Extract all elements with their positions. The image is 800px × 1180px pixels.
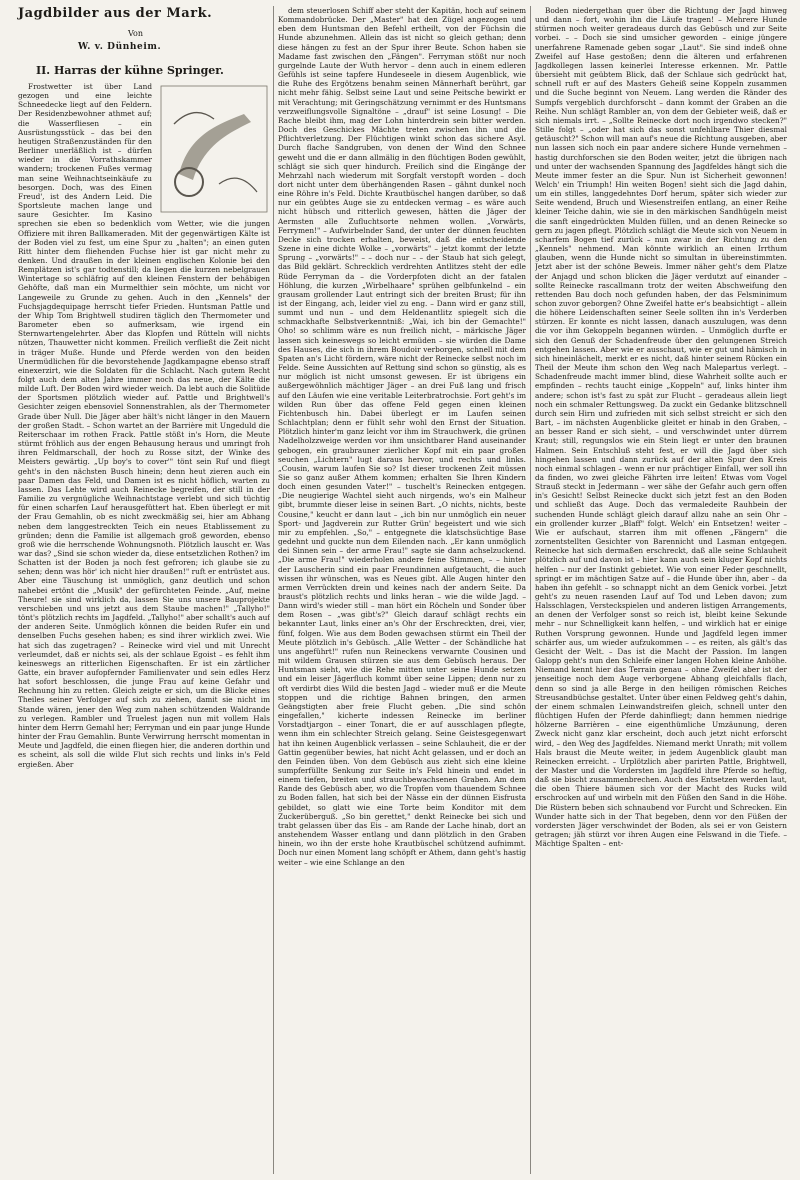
article-header [18,6,288,77]
author-name: W. v. Dünheim. [78,42,162,52]
column-1-text: Frostwetter ist über Land gezogen und eine leichte Schneedecke liegt auf den Feldern. Der Residenzbewohner athmet auf; die Wasserfliesen – ein Ausrüstungsstück – das bei den heutigen Straßenzuständen für den Berliner unerläßlich ist – dürfen wieder in die Vorrathskammer wandern; trockenen Fußes vermag man seine Weihnachtseinkäufe zu besorgen. Doch, was des Einen Freud', ist des Andern Leid. Die Sportsleute machen lange und saure Gesichter. Im Kasino sprechen sie eben so bedenklich vom Wetter, wie die jungen Offiziere mit ihren Ballkameraden. Mit der gegenwärtigen Kälte ist der Boden viel zu fest, um eine Spur zu „halten"; an einen guten Ritt hinter dem fliehenden Fuchse hier ist gar nicht mehr zu denken. Und draußen in der kleinen englischen Kolonie bei den Remplätzen ist's gar todtenstill; da liegen die kurzen nebelgrauen Wintertage so schläfrig auf den kleinen Fenstern der behäbigen Gehöfte, daß man ein Murmelthier sein möchte, um nicht vor Langeweile zu Grunde zu gehen. Auch in den „Kennels" der Fuchsjagdequipage herrscht tiefer Frieden. Huntsman Pattle und der Whip Tom Brightwell studiren täglich den Thermometer und Barometer eben so aufmerksam, wie irgend ein Sternwartengelehrter. Aber das Klopfen und Rütteln will nichts nützen, Thauwetter nicht kommen. Freilich verfließt die Zeit nicht in träger Muße. Hunde und Pferde werden von den beiden Unermüdlichen für die bevorstehende Jagdkampagne ebenso straff einexerzirt, wie die Soldaten für die Schlacht. Nach gutem Recht folgt auch dem alten Jahre immer noch das neue, der Kälte die milde Luft. Der Boden wird wieder weich. Da lebt auch die Solitüde der Sportsmen plötzlich wieder auf. Pattle und Brightwell's Gesichter zeigen ebensoviel Sonnenstrahlen, als der Thermometer Grade über Null. Die Jäger aber hält's nicht länger in den Mauern der großen Stadt. – Schon wartet an der Barrière mit Ungeduld die Reiterschaar im rothen Frack. Pattle stößt in's Horn, die Meute stürmt fröhlich aus der engen Behausung heraus und umringt froh ihren Feldmarschall, der hoch zu Rosse sitzt, der Winke des Meisters gewärtig. „Up boy's to cover'" tönt sein Ruf und fliegt geht's in den nächsten Busch hinein; denn heut zieren auch ein paar Damen das Feld, und Damen ist es nicht höflich, warten zu lassen. Das Lehte wird auch Reinecke begreifen, der still in der Familie zu vergnügliche Weihnachtstage verlebt und sich tüchtig für einen scharfen Lauf herausgefüttert hat. Eben überlegt er mit der Frau Gemahlin, ob es nicht zweckmäßig sei, hier am Abhang neben dem langgestreckten Teich ein neues Etablissement zu gründen; denn die Familie ist allgemach groß geworden, ebenso groß wie die herrschende Wohnungsnoth. Plötzlich lauscht er. Was war das? „Sind sie schon wieder da, diese entsetzlichen Rothen? im Schatten ist der Boden ja noch fest gefroren; ich glaube sie zu sehen; denn was hör' ich nicht hier draußen!" ruft er entrüstet aus. Aber eine Täuschung ist unmöglich, ganz deutlich und schon nahebei ertönt die „Musik" der gefürchteten Feinde. „Auf, meine Theure! sie sind wirklich da, lassen Sie uns unsere Bauprojekte verschieben und uns jetzt aus dem Staube machen!" „Tallyho!" tönt's plötzlich rechts im Jagdfeld. „Tallyho!" aber schallt's auch auf der anderen Seite. Unmöglich können die beiden Rufer ein und denselben Fuchs gesehen haben; es sind ihrer wirklich zwei. Wie hat sich das zugetragen? – Reinecke wird viel und mit Unrecht verleumdet, daß er nichts sei, als der schlaue Egoist – es fehlt ihm keineswegs an ritterlichen Eigenschaften. Er ist ein zärtlicher Gatte, ein braver aufopfernder Familienvater und sein edles Herz hat sofort beschlossen, die junge Frau auf keine Gefahr und Rechnung hin zu retten. Gleich zeigte er sich, um die Blicke eines Theiles seiner Verfolger auf sich zu ziehen, damit sie nicht im Stande wären, jener den Weg zum nahen schützenden Waldrande zu verlegen. Rambler und Truelest jagen nun mit vollem Hals hinter dem Herrn Gemahl her; Ferryman und ein paar junge Hunde hinter der Frau Gemahlin. Bunte Verwirrung herrscht momentan in Meute und Jagdfeld, die einen fliegen hier, die anderen dorthin und es scheint, als soll die wilde Flut sich rechts und links in's Feld ergießen. Aber [18,82,270,769]
text-column-1 [18,82,270,1174]
column-3-text: Boden niedergethan quer über die Richtung der Jagd hinweg und dann – fort, wohin ihn die Läufe tragen! – Mehrere Hunde stürmen noch weiter geradeaus durch das Gebüsch und zur Seite vorbei. – – Doch sie sind umsicher geworden – einige jüngere unerfahrene Ramenade geben sogar „Laut". Sie sind indeß ohne Zweifel auf Hase gestoßen; denn die älteren und erfahrenen Jagdkollegen lassen keinerlei Interesse erkennen. Mr. Pattle übersieht mit geübtem Blick, daß der Schlaue sich gedrückt hat, schnell ruft er auf des Masters Geheiß seine Koppeln zusammen und die Suche beginnt von Neuem. Lang werden die Ränder des Sumpfs vergeblich durchforscht – dann kommt der Graben an die Reihe. Nun schlägt Rambler an, von dem der Gebieter weiß, daß er sich niemals irrt. – „Sollte Reinecke dort noch irgendwo stecken?" Stille folgt – „oder hat sich das sonst unfehlbare Thier diesmal getäuscht?" Schon will man auf's neue die Richtung ausgeben, aber nun lassen sich noch ein paar andere sichere Hunde vernehmen – hastig durchforschen sie den Boden weiter, jetzt die übrigen nach und unter der wachsenden Spannung des Jagdfeldes hängt sich die Meute immer fester an die Spur. Nun ist Sicherheit gewonnen! Welch' ein Triumph! Hin weiten Bogen! sieht sich die Jagd dahin, um ein stilles, langgedehntes Dorf herum, später sich wieder zur Seite wendend, Bruch und Wiesenstreifen entlang, an einer Reihe kleiner Teiche dahin, wie sie in den märkischen Sandhügeln meist die sanft eingedrückten Mulden füllen, und an denen Reinecke so gern zu jagen pflegt. Plötzlich schlägt die Meute sich von Neuem in scharfem Bogen tief zurück – nun zwar in der Richtung zu den „Kennels" nehmend. Man könnte wirklich an einen Irrthum glauben, wenn die Hunde nicht so simultan in übereinstimmten. Jetzt aber ist der schöne Beweis. Immer näher geht's dem Platze der Anjagd und schon blicken die Jäger verdutzt auf einander – sollte Reinecke rascallmann trotz der weiten Abschweifung den rettenden Bau doch noch gefunden haben, der das Felsminimum schon zuvor geborgen? Ohne Zweifel hatte er's beabsichtigt – allein die höhere Leidenschaften seiner Seele sollten ihn in's Verderben stürzen. Er konnte es nicht lassen, danach auszulugen, was denn die vor ihm Gekoppeln begannen würden. – Unmöglich durfte er sich den Genuß der Schadenfreude über den gelungenen Streich entgehen lassen. Aber wie er ausschaut, wie er gut und hämisch in sich hineinlächelt, merkt er es nicht, daß hinter seinem Rücken ein Theil der Meute ihm schon den Weg nach Malepartus verlegt. – Schadenfreude macht immer blind, diese Wahrheit sollte auch er empfinden – rechts taucht einige „Koppeln" auf, links hinter ihm andere; schon ist's fast zu spät zur Flucht – geradeaus allein liegt noch ein schmaler Rettungsweg. Da zuckt ein Gedanke blitzschnell durch sein Hirn und zufrieden mit sich selbst streicht er sich den Bart, – im nächsten Augenblicke gleitet er hinab in den Graben, – an besser Rand er sich sieht, – und verschwindet unter dürrem Kraut; still, regungslos wie ein Stein liegt er unter den braunen Halmen. Sein Entschluß steht fest, er will die Jagd über sich hingehen lassen und dann zurück auf der alten Spur den Kreis noch einmal schlagen – wenn er nur prächtiger Einfall, wer soll ihn da finden, wo zwei gleiche Fährten irre leiten! Etwas vom Vogel Strauß steckt in Jedermann – wer sähe der Gefahr auch gern offen in's Gesicht! Selbst Reinecke duckt sich jetzt fest an den Boden und schließt das Auge. Doch das vermaledeite Rauhbein der suchenden Hunde schlägt gleich darauf allzu nahe an sein Ohr – ein grollender kurzer „Blaff" folgt. Welch' ein Entsetzen! weiter – Wie er aufschaut, starren ihm mit offenen „Fängern" die zornentstellten Gesichter von Barennicht und Lasman entgegen. Reinecke hat sich dermaßen erschreckt, daß alle seine Schlauheit plötzlich auf und davon ist – hier kann auch sein kluger Kopf nichts helfen – nur der Instinkt gebietet. Wie von einer Feder geschnellt, springt er im mächtigen Satze auf – die Hunde über ihn, aber – da haben ihn gefehlt – so schnappt nicht an dem Genick vorbei. Jetzt geht's zu neuen rasenden Lauf auf Tod und Leben davon; zum Halsschlagen, Versteckspielen und anderen listigen Arrangements, an denen der Verfolger sonst so reich ist, bleibt keine Sekunde mehr – nur Schnelligkeit kann helfen, – und wirklich hat er einige Ruthen Vorsprung gewonnen. Hunde und Jagdfeld legen immer schärfer aus, um wieder aufzukommen – – es reiten, als gält's das Gesicht der Welt. – Das ist die Macht der Passion. Im langen Galopp geht's nun den Schleife einer langen Hohen kleine Anhöhe. Niemand kennt hier das Terrain genau – ohne Zweifel aber ist der jenseitige noch dem Auge verborgene Abhang gleichfalls flach, denn so sind ja alle Berge in den heiligen römischen Reiches Streusandbüchse gestaltet. Unter über einen Feldweg geht's dahin, der einem schmalen Leinwandstreifen gleich, schnell unter den flüchtigen Hufen der Pferde dahinfliegt; dann hemmen niedrige hölzerne Barrièren – eine eigenthümliche Umzäunung, deren Zweck nicht ganz klar erscheint, doch auch jetzt nicht erforscht wird, – den Weg des Jagdfeldes. Niemand merkt Unrath; mit vollem Hals braust die Meute weiter, in jedem Augenblick glaubt man Reinecken erreicht. – Urplötzlich aber parirten Pattle, Brightwell, der Master und die Vordersten im Jagdfeld ihre Pferde so heftig, daß sie bischt zusammenbrechen. Auch des Entsetzen werden laut, die oben Thiere bäumen sich vor der Macht des Rucks wild erschrocken auf und wirbeln mit den Füßen den Sand in die Höhe. Die Rüstern beben sich schnaubend vor Furcht und Schrecken. Ein Wunder hatte sich in der That begeben, denn vor den Füßen der vordersten Jäger verschwindet der Boden, als sei er von Geistern getragen; jäh stürzt vor ihren Augen eine Felswand in die Tiefe. – Mächtige Spalten – ent- [535,6,787,849]
article-title: Jagdbilder aus der Mark. [18,6,213,21]
column-rule-2 [530,6,531,1174]
column-rule-1 [273,6,274,1174]
hunting-horn-icon [159,84,269,214]
text-column-3 [535,6,787,1174]
text-column-2 [278,6,526,1174]
section-heading: II. Harras der kühne Springer. [36,64,224,77]
column-2-text: dem steuerlosen Schiff aber steht der Kapitän, hoch auf seinem Kommandobrücke. Der „Master" hat den Zügel angezogen und eben dem Huntsman den Befehl ertheilt, von der Füchsin die Hunde abzunehmen. Allein das ist nicht so gleich gethan; denn diese hängen zu fest an der Spur ihrer Beute. Schon haben sie Madame fast zwischen den „Fängen". Ferryman stößt nur noch gurgelnde Laute der Wuth hervor – denn auch in einem edleren Gefühls ist seine tapfere Hundeseele in diesem Augenblick, wie die Ruhe des Ergötzens benahm seinen Männerhaft berührt, gar nicht mehr fähig. Selbst seine Laut und seine Peitsche bewirkt er mit Verachtung; mit Geringschätzung vernimmt er des Huntsmans verzweiflungsvolle Signaltöne – „drauf" ist seine Losung! – Die Rache bleibt ihm, mag der Lohn hinterdrein sein bitter werden. Doch des Geschickes Mächte treten zwischen ihn und die Pflichtverletzung. Der Flüchtigen winkt schon das sichere Asyl. Durch flache Sandgruben, von denen der Wind den Schnee geweht und die er dann allmälig in den flüchtigen Boden gewühlt, schlägt sie sich quer hindurch. Freilich sind die Eingänge der Mehrzahl nach wiederum mit Sorgfalt verstopft worden – doch dort nicht unter dem überhängenden Rasen – gähnt dunkel noch eine Röhre in's Feld. Dichte Krautbüschel hangen darüber, so daß nur ein geübtes Auge sie zu entdecken vermag – es wäre auch nicht hübsch und ritterlich gewesen, hätten die Jäger der Aermsten alle Zufluchtsorte nehmen wollen. „Vorwärts, Ferrymen!" – Aufwirbelnder Sand, der unter der dünnen feuchten Decke sich trocken erhalten, beweist, daß die entscheidende Szene in eine dichte Wolke – „vorwärts" – jetzt kommt der letzte Sprung – „vorwärts!" – – doch nur – – der Staub hat sich gelegt, das Bild geklärt. Schrecklich verdrehten Antlitzes steht der edle Rüde Ferryman da – die Vorderpfoten dicht an der fatalen Höhlung, die kurzen „Wirbelhaare" sprühen gelbfunkelnd – ein grausam grollender Laut entringt sich der breiten Brust; für ihn ist der Eingang, ach, leider viel zu eng. – Dann wird er ganz still, summt und nun – und dem Heldenantlitz spiegelt sich die schmackhafte Selbstverkenntniß: „Wai, ich bin der Gemachte!" Oho! so schlimm wäre es nun freilich nicht, – märkische Jäger lassen sich keineswegs so leicht ermüden – sie würden die Dame des Hauses, die sich in ihrem Boudoir verborgen, schnell mit dem Spaten an's Licht fördern, wäre nicht der Reinecke selbst noch im Felde. Seine Aussichten auf Rettung sind schon so günstig, als es nur möglich ist nicht umsonst gewesen. Er ist übrigens ein außergewöhnlich mächtiger Jäger – an drei Fuß lang und frisch auf den Läufen wie eine veritable Leiterbratrochsie. Fort geht's im wilden Run über das offene Feld gegen einen kleinen Fichtenbusch hin. Dabei überlegt er im Laufen seinen Schlachtplan; denn er fühlt sehr wohl den Ernst der Situation. Plötzlich hinter'm ganz leicht vor ihm im Strauchwerk, die grünen Nadelholzzweige werden vor ihm unsichtbarer Hand auseinander gebogen, ein graubrauner zierlicher Kopf mit ein paar großen seuchen „Lichtern" lugt daraus hervor, und rechts und links. „Cousin, warum laufen Sie so? Ist dieser trockenen Zeit müssen Sie so ganz außer Athem kommen; erhalten Sie Ihren Kindern doch einen gesunden Vater!" – tuschelt's Reinecken entgegen. „Die neugierige Wachtel sieht auch nirgends, wo's ein Malheur gibt, brummte dieser leise in seinen Bart. „O nichts, nichts, beste Cousine," keucht er dann laut – „ich bin nur unmöglich ein neuer Sport- und Jagdverein zur Rutter Grün' begeistert und wie sich mir zu empfehlen. „So," – entgegnete die klatschsüchtige Base gedehnt und guckte nun dem Eilenden nach. „Er kann unmöglich dei Sinnen sein – der arme Frau!" sagte sie dann achselzuckend. „Die arme Frau!" wiederholen andere feine Stimmen, – – hinter der Lauscherin sind ein paar Freundinnen aufgetaucht, die auch wissen ihr wünschen, was es Neues gibt. Alle Augen hinter den armen Verrückten drein und keines nach der andern Seite. Da braust's plötzlich rechts und links heran – wie die wilde Jagd. – Dann wird's wieder still – man hört ein Röcheln und Sonder über dem Rosen – „was gibt's?" Gleich darauf schlägt rechts ein bekannter Laut, links einer an's Ohr der Erschreckten, drei, vier, fünf, folgen. Wie aus dem Boden gewachsen stürmt ein Theil der Meute plötzlich in's Gebüsch. „Alle Wetter – der Schändliche hat uns angeführt!" rufen nun Reineckens verwarnte Cousinen und mit wildem Grausen stürzen sie aus dem Gebüsch heraus. Der Huntsman sieht, wie die Rehe mitten unter seine Hunde setzen und ein leiser Jägerfluch kommt über seine Lippen; denn nur zu oft verdirbt dies Wild die besten Jagd – wieder muß er die Meute stoppen und die richtige Bahnen bringen, den armen Geängstigten aber freie Flucht geben. „Die sind schön eingefallen," kicherte indessen Reinecke im berliner Vorstadtjargon – einer Tonart, die er auf ausschlagen pflegte, wenn ihm ein schlechter Streich gelang. Seine Geistesgegenwart hat ihn keinen Augenblick verlassen – seine Schlauheit, die er der Gattin gegenüber bewies, hat nicht Acht gelassen, und er doch an den Feinden üben. Von dem Gebüsch aus zieht sich eine kleine sumpferfüllte Senkung zur Seite in's Feld hinein und endet in einem tiefen, breiten und strauchbewachsenen Graben. Am dem Rande des Gebüsch aber, wo die Tropfen vom thauendem Schnee zu Boden fallen, hat sich bei der Nässe ein der dünnen Eisfrusta gebildet, so glatt wie eine Torte beim Konditor mit dem Zuckerüberguß. „So bin gerettet," denkt Reinecke bei sich und trabt gelassen über das Eis – am Rande der Lache hinab, dort an anstehendem Wasser entlang und dann plötzlich in den Graben hinein, wo ihn der erste hohe Krautbüschel schützend aufnimmt. Doch nur einen Moment lang schöpft er Athem, dann geht's hastig weiter – wie eine Schlange an den [278,6,526,867]
byline-von: Von [128,29,144,38]
illustration [158,84,270,216]
